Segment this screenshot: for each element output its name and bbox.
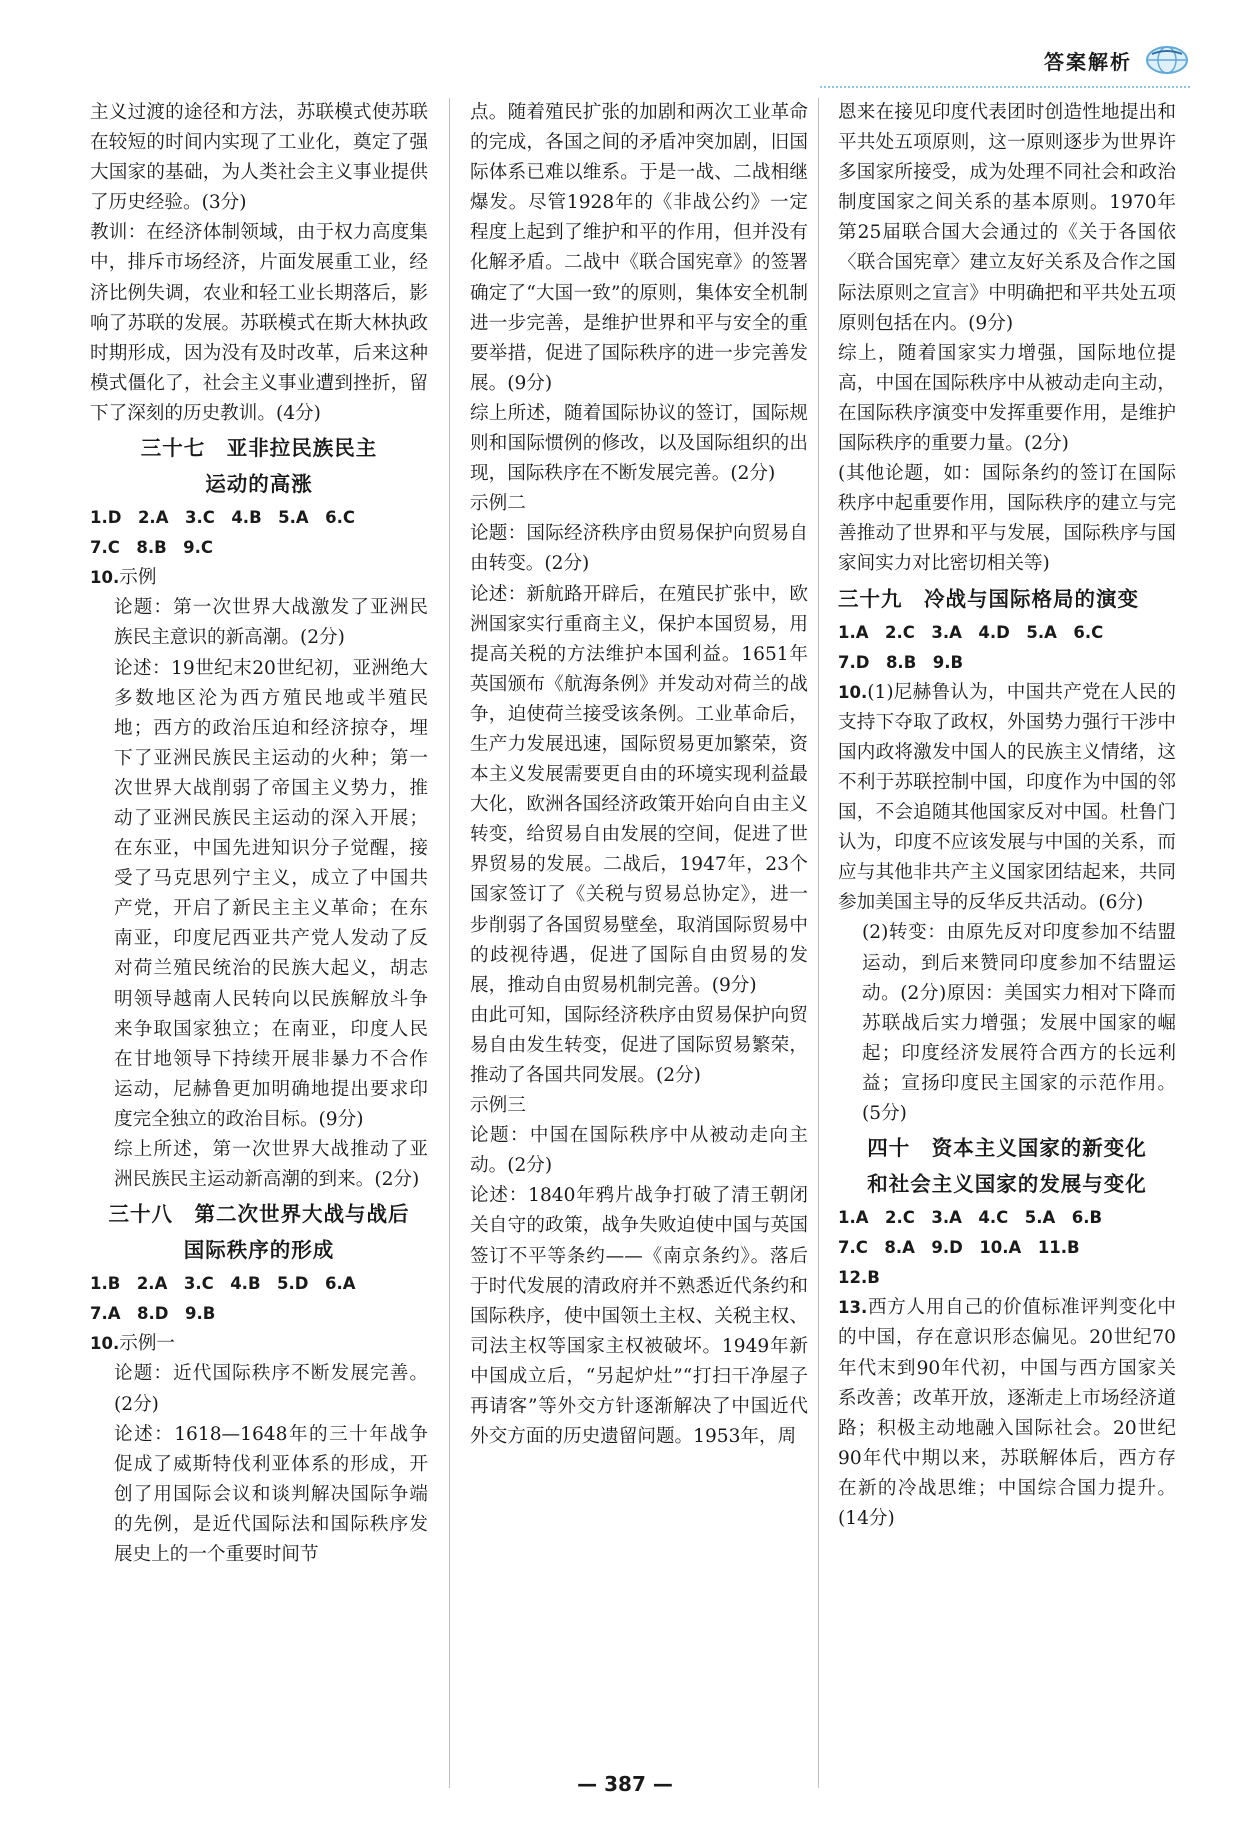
paragraph: 点。随着殖民扩张的加剧和两次工业革命的完成，各国之间的矛盾冲突加剧，旧国际体系已难以维系。于是一战、二战相继爆发。尽管1928年的《非战公约》一定程度上起到了维护和平的作用，但并没有化解矛盾。二战中《联合国宪章》的签署确定了“大国一致”的原则，集体安全机制进一步完善，是维护世界和平与安全的重要举措，促进了国际秩序的进一步完善发展。(9分) (470, 102, 808, 394)
header-dotted-rule (820, 86, 1190, 88)
answer-key: 1.B 2.A 3.C 4.B 5.D 6.A (90, 1274, 356, 1294)
answer-key: 12.B (838, 1268, 880, 1288)
column-divider (818, 98, 819, 1788)
section-heading-38-line1: 三十八 第二次世界大战与战后 (108, 1202, 410, 1227)
answer-key: 7.C 8.A 9.D 10.A 11.B (838, 1238, 1080, 1258)
header-title: 答案解析 (1044, 49, 1132, 74)
paragraph: 论述：1840年鸦片战争打破了清王朝闭关自守的政策，战争失败迫使中国与英国签订不平等条约——《南京条约》。落后于时代发展的清政府并不熟悉近代条约和国际秩序，使中国领土主权、关税主权、司法主权等国家主权被破坏。1949年新中国成立后，“另起炉灶”“打扫干净屋子再请客”等外交方针逐渐解决了中国近代外交方面的历史遗留问题。1953年，周 (470, 1185, 808, 1448)
section-heading-37-line1: 三十七 亚非拉民族民主 (140, 436, 378, 461)
paragraph: 论述：新航路开辟后，在殖民扩张中，欧洲国家实行重商主义，保护本国贸易，用提高关税的方法维护本国利益。1651年英国颁布《航海条例》并发动对荷兰的战争，迫使荷兰接受该条例。工业革命后，生产力发展迅速，国际贸易更加繁荣，资本主义发展需要更自由的环境实现利益最大化，欧洲各国经济政策开始向自由主义转变，给贸易自由发展的空间，促进了世界贸易的发展。二战后，1947年，23个国家签订了《关税与贸易总协定》，进一步削弱了各国贸易壁垒，取消国际贸易中的歧视待遇，促进了国际自由贸易的发展，推动自由贸易机制完善。(9分) (470, 583, 808, 996)
example-label: 示例三 (470, 1095, 526, 1117)
answer-key: 1.A 2.C 3.A 4.D 5.A 6.C (838, 622, 1104, 642)
answer-key: 7.A 8.D 9.B (90, 1304, 216, 1324)
column-left (90, 98, 428, 1570)
section-heading-39: 三十九 冷战与国际格局的演变 (838, 586, 1139, 611)
example-label: 示例一 (119, 1333, 176, 1355)
column-middle (470, 98, 808, 1452)
question-number: 10. (838, 682, 868, 702)
answer-key: 7.D 8.B 9.B (838, 652, 964, 672)
paragraph: 由此可知，国际经济秩序由贸易保护向贸易自由发生转变，促进了国际贸易繁荣，推动了各国共同发展。(2分) (470, 1004, 808, 1086)
paragraph: 综上所述，随着国际协议的签订，国际规则和国际惯例的修改，以及国际组织的出现，国际秩序在不断发展完善。(2分) (470, 402, 808, 485)
paragraph: (其他论题，如：国际条约的签订在国际秩序中起重要作用，国际秩序的建立与完善推动了世界和平与发展，国际秩序与国家间实力对比密切相关等) (838, 463, 1176, 575)
paragraph: 论题：国际经济秩序由贸易保护向贸易自由转变。(2分) (470, 523, 808, 575)
example-label: 示例 (119, 567, 157, 589)
paragraph: 论题：第一次世界大战激发了亚洲民族民主意识的新高潮。(2分) (114, 597, 428, 649)
paragraph: 综上，随着国家实力增强，国际地位提高，中国在国际秩序中从被动走向主动，在国际秩序演变中发挥重要作用，是维护国际秩序的重要力量。(2分) (838, 342, 1176, 455)
paragraph: (2)转变：由原先反对印度参加不结盟运动，到后来赞同印度参加不结盟运动。(2分)原因：美国实力相对下降而苏联战后实力增强；发展中国家的崛起；印度经济发展符合西方的长远利益；宣扬印度民主国家的示范作用。(5分) (862, 922, 1176, 1124)
question-number: 10. (90, 568, 120, 588)
section-heading-40-line1: 四十 资本主义国家的新变化 (867, 1136, 1147, 1161)
answer-key: 1.A 2.C 3.A 4.C 5.A 6.B (838, 1208, 1103, 1228)
column-divider (449, 98, 450, 1788)
question-number: 10. (90, 1334, 120, 1354)
section-heading-38-line2: 国际秩序的形成 (183, 1238, 335, 1263)
paragraph: 论述：1618—1648年的三十年战争促成了威斯特伐利亚体系的形成，开创了用国际会议和谈判解决国际争端的先例，是近代国际法和国际秩序发展史上的一个重要时间节 (114, 1423, 428, 1566)
globe-logo-icon (1144, 44, 1190, 76)
paragraph: 论题：中国在国际秩序中从被动走向主动。(2分) (470, 1125, 808, 1177)
column-right (838, 98, 1176, 1534)
answer-key: 1.D 2.A 3.C 4.B 5.A 6.C (90, 508, 356, 528)
paragraph: 论题：近代国际秩序不断发展完善。(2分) (114, 1363, 428, 1415)
section-heading-37-line2: 运动的高涨 (205, 472, 313, 497)
paragraph: 恩来在接见印度代表团时创造性地提出和平共处五项原则，这一原则逐步为世界许多国家所接受，成为处理不同社会和政治制度国家之间关系的基本原则。1970年第25届联合国大会通过的《关于各国依〈联合国宪章〉建立友好关系及合作之国际法原则之宣言》中明确把和平共处五项原则包括在内。(9分) (838, 102, 1176, 334)
paragraph: 综上所述，第一次世界大战推动了亚洲民族民主运动新高潮的到来。(2分) (114, 1139, 428, 1191)
page-header (1044, 40, 1190, 80)
answer-key: 7.C 8.B 9.C (90, 538, 214, 558)
paragraph: 西方人用自己的价值标准评判变化中的中国，存在意识形态偏见。20世纪70年代末到90年代初，中国与西方国家关系改善；改革开放，逐渐走上市场经济道路；积极主动地融入国际社会。20世纪90年代中期以来，苏联解体后，西方存在新的冷战思维；中国综合国力提升。(14分) (838, 1297, 1176, 1530)
paragraph: 教训：在经济体制领域，由于权力高度集中，排斥市场经济，片面发展重工业，经济比例失调，农业和轻工业长期落后，影响了苏联的发展。苏联模式在斯大林执政时期形成，因为没有及时改革，后来这种模式僵化了，社会主义事业遭到挫折，留下了深刻的历史教训。(4分) (90, 222, 428, 424)
paragraph: 论述：19世纪末20世纪初，亚洲绝大多数地区沦为西方殖民地或半殖民地；西方的政治压迫和经济掠夺，埋下了亚洲民族民主运动的火种；第一次世界大战削弱了帝国主义势力，推动了亚洲民族民主运动的深入开展；在东亚，中国先进知识分子觉醒，接受了马克思列宁主义，成立了中国共产党，开启了新民主主义革命；在东南亚，印度尼西亚共产党人发动了反对荷兰殖民统治的民族大起义，胡志明领导越南人民转向以民族解放斗争来争取国家独立；在南亚，印度人民在甘地领导下持续开展非暴力不合作运动，尼赫鲁更加明确地提出要求印度完全独立的政治目标。(9分) (114, 657, 428, 1130)
example-label: 示例二 (470, 493, 526, 515)
page-number: — 387 — (577, 1772, 673, 1796)
section-heading-40-line2: 和社会主义国家的发展与变化 (867, 1172, 1147, 1197)
paragraph: 主义过渡的途径和方法，苏联模式使苏联在较短的时间内实现了工业化，奠定了强大国家的基础，为人类社会主义事业提供了历史经验。(3分) (90, 102, 428, 214)
question-number: 13. (838, 1298, 868, 1318)
paragraph: (1)尼赫鲁认为，中国共产党在人民的支持下夺取了政权，外国势力强行干涉中国内政将激发中国人的民族主义情绪，这不利于苏联控制中国，印度作为中国的邻国，不会追随其他国家反对中国。杜鲁门认为，印度不应该发展与中国的关系，而应与其他非共产主义国家团结起来，共同参加美国主导的反华反共活动。(6分) (838, 681, 1176, 914)
